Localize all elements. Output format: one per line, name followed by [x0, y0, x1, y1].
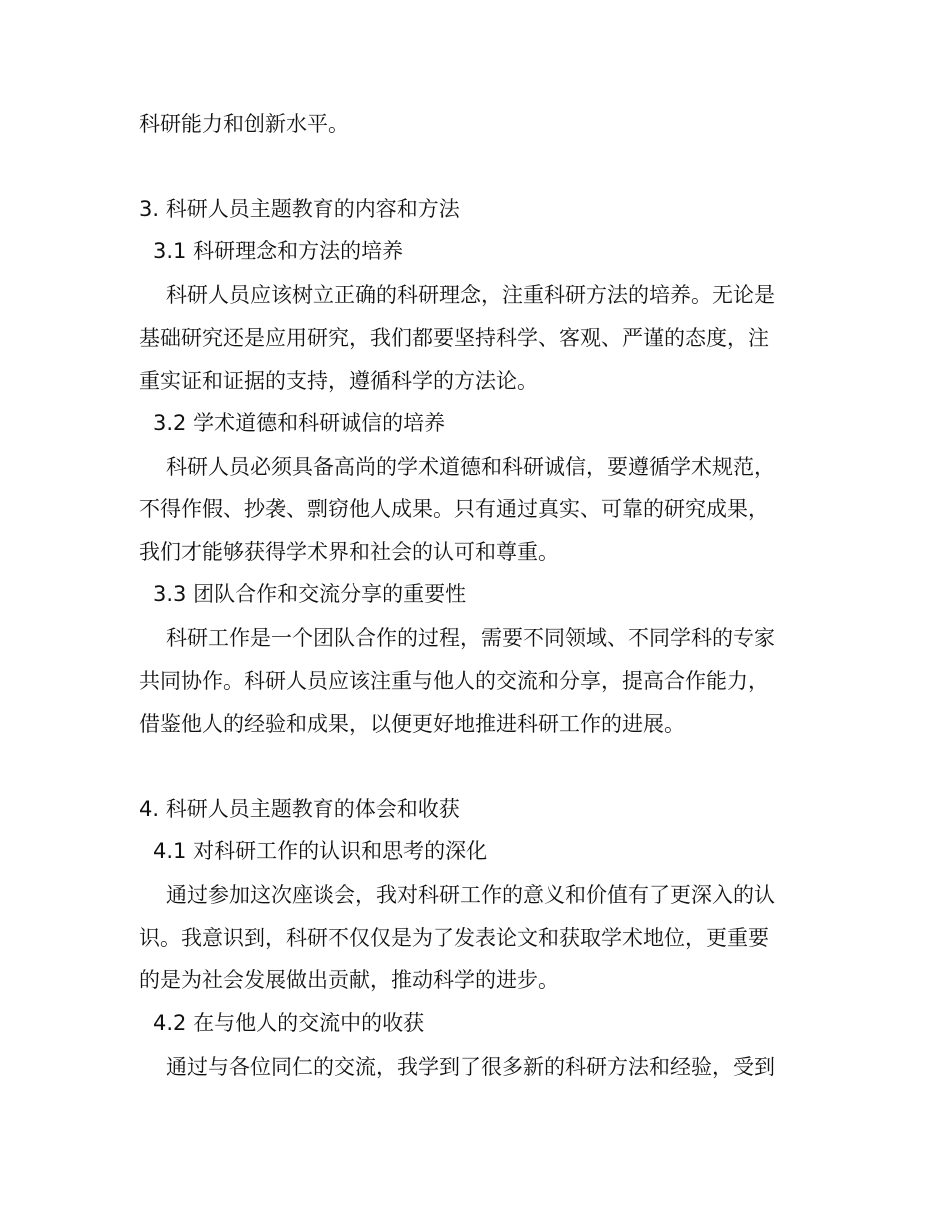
section-heading-3: 3. 科研人员主题教育的内容和方法 [139, 197, 460, 221]
paragraph-line: 我们才能够获得学术界和社会的认可和尊重。 [139, 540, 559, 564]
paragraph-line: 不得作假、抄袭、剽窃他人成果。只有通过真实、可靠的研究成果， [139, 497, 769, 521]
subsection-heading-3-3: 3.3 团队合作和交流分享的重要性 [153, 582, 467, 606]
section-heading-4: 4. 科研人员主题教育的体会和收获 [139, 797, 460, 821]
paragraph-line: 重实证和证据的支持，遵循科学的方法论。 [139, 369, 538, 393]
paragraph-line: 科研工作是一个团队合作的过程，需要不同领域、不同学科的专家 [166, 626, 775, 650]
paragraph-line: 借鉴他人的经验和成果，以便更好地推进科研工作的进展。 [139, 712, 685, 736]
paragraph-line: 科研能力和创新水平。 [139, 112, 349, 136]
paragraph-line: 科研人员必须具备高尚的学术道德和科研诚信，要遵循学术规范， [166, 455, 775, 479]
paragraph-line: 通过参加这次座谈会，我对科研工作的意义和价值有了更深入的认 [166, 883, 775, 907]
paragraph-line: 科研人员应该树立正确的科研理念，注重科研方法的培养。无论是 [166, 283, 775, 307]
paragraph-line: 通过与各位同仁的交流，我学到了很多新的科研方法和经验，受到 [166, 1055, 775, 1079]
paragraph-line: 共同协作。科研人员应该注重与他人的交流和分享，提高合作能力， [139, 669, 769, 693]
paragraph-line: 识。我意识到，科研不仅仅是为了发表论文和获取学术地位，更重要 [139, 926, 769, 950]
subsection-heading-4-2: 4.2 在与他人的交流中的收获 [153, 1011, 425, 1035]
subsection-heading-3-1: 3.1 科研理念和方法的培养 [153, 239, 404, 263]
subsection-heading-3-2: 3.2 学术道德和科研诚信的培养 [153, 411, 446, 435]
paragraph-line: 基础研究还是应用研究，我们都要坚持科学、客观、严谨的态度，注 [139, 326, 769, 350]
paragraph-line: 的是为社会发展做出贡献，推动科学的进步。 [139, 968, 559, 992]
subsection-heading-4-1: 4.1 对科研工作的认识和思考的深化 [153, 839, 488, 863]
